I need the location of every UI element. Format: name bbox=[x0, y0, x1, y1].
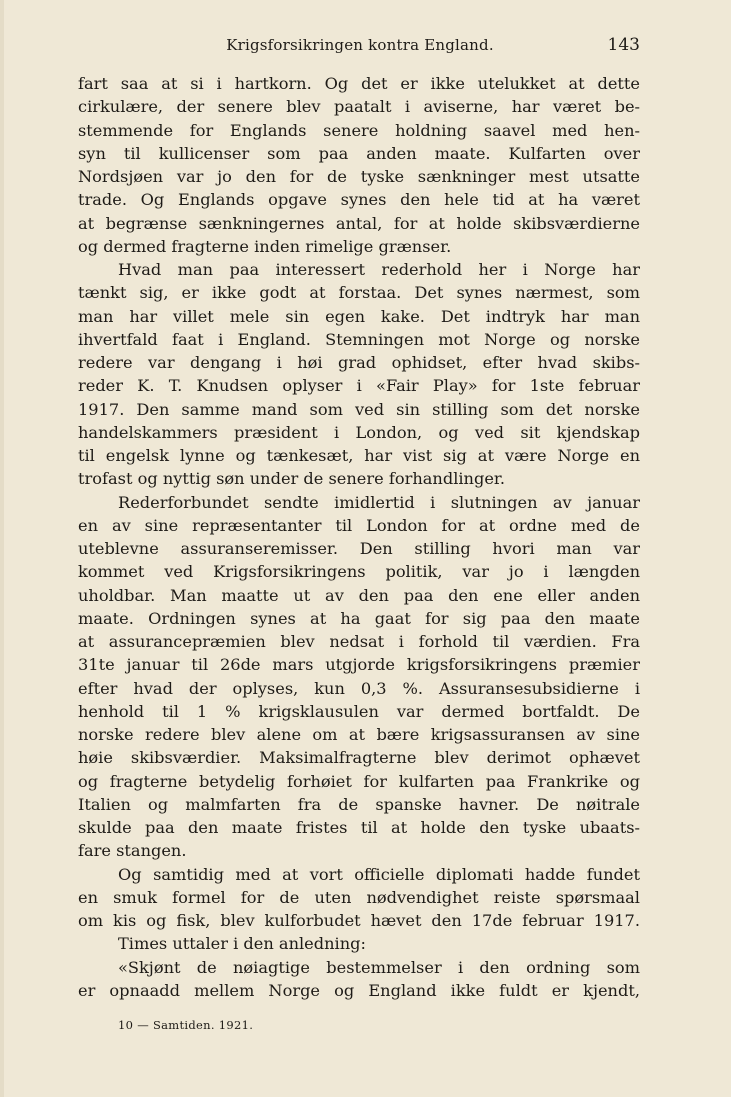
text-line: tænkt sig, er ikke godt at forstaa. Det synes nærmest, som bbox=[78, 283, 640, 303]
text-line: fart saa at si i hartkorn. Og det er ikke utelukket at dette bbox=[78, 74, 640, 93]
text-line: høie skibsværdier. Maksimalfragterne blev derimot ophævet bbox=[78, 748, 640, 768]
text-line: reder K. T. Knudsen oplyser i «Fair Play» for 1ste februar bbox=[78, 376, 640, 396]
text-line: henhold til 1 % krigsklausulen var dermed bortfaldt. De bbox=[78, 701, 640, 721]
text-line: 31te januar til 26de mars utgjorde krigsforsikringens præmier bbox=[78, 655, 640, 675]
text-line: uteblevne assuranseremisser. Den stilling hvori man var bbox=[78, 539, 640, 558]
text-line: er opnaadd mellem Norge og England ikke fuldt er kjendt, bbox=[78, 980, 640, 1000]
text-line: efter hvad der oplyses, kun 0,3 %. Assuransesubsidierne i bbox=[78, 678, 640, 698]
text-line: om kis og fisk, blev kulforbudet hævet den 17de februar 1917. bbox=[78, 911, 640, 930]
text-line: en smuk formel for de uten nødvendighet reiste spørsmaal bbox=[78, 887, 640, 907]
text-line: og fragterne betydelig forhøiet for kulfarten paa Frankrike og bbox=[78, 771, 640, 791]
text-line: «Skjønt de nøiagtige bestemmelser i den ordning som bbox=[118, 957, 640, 977]
text-line: norske redere blev alene om at bære krigsassuransen av sine bbox=[78, 725, 640, 744]
text-line: redere var dengang i høi grad ophidset, efter hvad skibs- bbox=[78, 353, 640, 372]
text-line: fare stangen. bbox=[78, 841, 187, 861]
text-line: en av sine repræsentanter til London for at ordne med de bbox=[78, 515, 640, 535]
body-text bbox=[78, 72, 640, 1002]
text-line: og dermed fragterne inden rimelige grænser. bbox=[78, 236, 452, 256]
text-line: man har villet mele sin egen kake. Det indtryk har man bbox=[78, 306, 640, 326]
text-line: Times uttaler i den anledning: bbox=[118, 934, 366, 954]
text-line: 1917. Den samme mand som ved sin stilling som det norske bbox=[78, 399, 640, 419]
running-title: Krigsforsikringen kontra England. bbox=[226, 36, 494, 54]
text-line: Nordsjøen var jo den for de tyske sænkninger mest utsatte bbox=[78, 167, 640, 186]
text-line: kommet ved Krigsforsikringens politik, var jo i længden bbox=[78, 562, 640, 582]
text-line: at assurancepræmien blev nedsat i forhold til værdien. Fra bbox=[78, 632, 640, 651]
text-line: trade. Og Englands opgave synes den hele tid at ha været bbox=[78, 190, 640, 210]
text-line: trofast og nyttig søn under de senere forhandlinger. bbox=[78, 469, 506, 489]
text-line: Italien og malmfarten fra de spanske havner. De nøitrale bbox=[78, 794, 640, 814]
running-head bbox=[80, 36, 640, 60]
page-edge bbox=[0, 0, 4, 1097]
footer-signature: 10 — Samtiden. 1921. bbox=[118, 1018, 254, 1032]
text-line: syn til kullicenser som paa anden maate. Kulfarten over bbox=[78, 143, 640, 163]
text-line: cirkulære, der senere blev paatalt i aviserne, har været be- bbox=[78, 97, 640, 117]
text-line: maate. Ordningen synes at ha gaat for sig paa den maate bbox=[78, 608, 640, 628]
text-line: stemmende for Englands senere holdning saavel med hen- bbox=[78, 120, 640, 140]
text-line: Rederforbundet sendte imidlertid i slutningen av januar bbox=[118, 492, 640, 512]
page-number: 143 bbox=[607, 35, 640, 55]
text-line: til engelsk lynne og tænkesæt, har vist sig at være Norge en bbox=[78, 446, 640, 465]
text-line: handelskammers præsident i London, og ved sit kjendskap bbox=[78, 422, 640, 442]
text-line: skulde paa den maate fristes til at holde den tyske ubaats- bbox=[78, 818, 640, 837]
text-line: ihvertfald faat i England. Stemningen mot Norge og norske bbox=[78, 329, 640, 349]
text-line: at begrænse sænkningernes antal, for at holde skibsværdierne bbox=[78, 213, 640, 233]
text-line: Og samtidig med at vort officielle diplomati hadde fundet bbox=[118, 864, 640, 884]
text-line: Hvad man paa interessert rederhold her i Norge har bbox=[118, 260, 640, 279]
text-line: uholdbar. Man maatte ut av den paa den ene eller anden bbox=[78, 585, 640, 605]
